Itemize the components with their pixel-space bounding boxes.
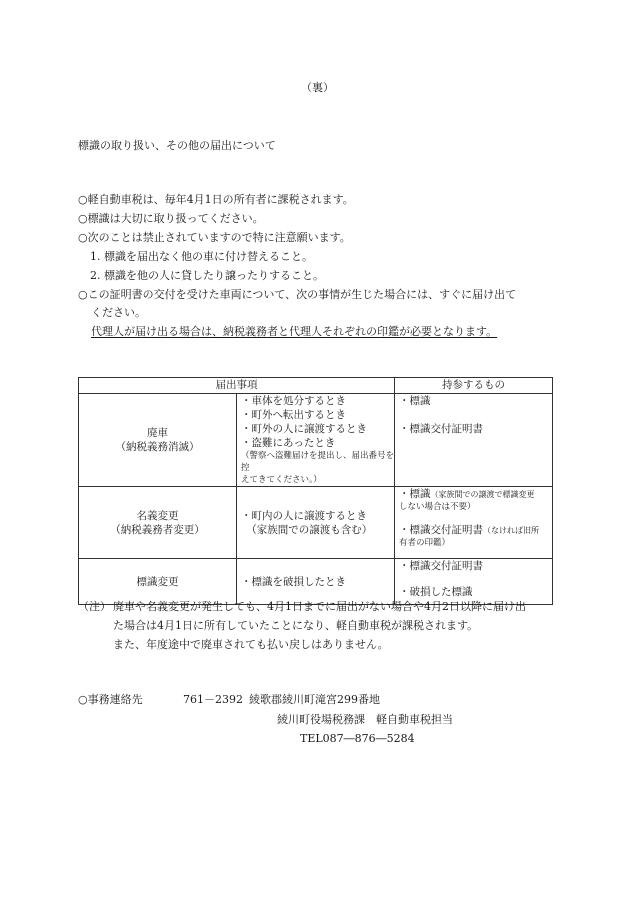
category-sub: （納税義務消滅） [115,441,200,453]
bring-cell [395,487,553,559]
case-item: ・車体を処分するとき [241,395,346,407]
footnote-label: （注） [78,600,111,613]
header-items: 届出事項 [79,378,395,394]
table-row [79,487,553,559]
category-sub: （納税義務者変更） [110,523,205,536]
prohibited-item-2: 2. 標識を他の人に貸したり譲ったりすること。 [90,269,324,282]
category-cell [79,559,237,605]
bring-note: しない場合は不要） [399,502,476,512]
note-prohibited: ○次のことは禁止されていますので特に注意願います。 [78,231,351,244]
bring-note: 有者の印鑑） [399,538,451,548]
contact-postal: 761－2392 [183,693,243,706]
case-note: （警察へ盗難届けを提出し、届出番号を控 [241,451,395,473]
bring-note: （家族間での譲渡で標識変更 [430,490,535,499]
case-item: （家族間での譲渡も含む） [241,523,373,536]
table-header-row [79,378,553,394]
case-note: えてきてください。） [241,475,322,485]
cases-cell [237,487,395,559]
page-side-label: （裏） [301,81,334,94]
bring-cell [395,394,553,487]
category-label: 名義変更 [136,509,179,522]
category-cell [79,487,237,559]
bring-item: ・標識交付証明書 [399,423,483,435]
bring-item: ・破損した標識 [399,586,473,598]
footnote-line: た場合は4月1日に所有していたことになり、軽自動車税が課税されます。 [113,619,479,632]
contact-department: 綾川町役場税務課 軽自動車税担当 [277,713,453,726]
bring-item: ・標識交付証明書 [399,560,483,572]
case-item: ・町内の人に譲渡するとき [241,509,367,522]
bring-item: ・標識交付証明書 [399,524,483,536]
category-cell [79,394,237,487]
agent-note: 代理人が届け出る場合は、納税義務者と代理人それぞれの印鑑が必要となります。 [91,325,498,338]
case-item: ・標識を破損したとき [241,575,346,588]
cases-cell [237,394,395,487]
contact-label: ○事務連絡先 [78,693,143,706]
table-row [79,394,553,487]
prohibited-item-1: 1. 標識を届出なく他の車に付け替えること。 [90,250,313,263]
bring-item: ・標識 [399,395,431,407]
category-label: 廃車 [147,427,168,439]
note-tax: ○軽自動車税は、毎年4月1日の所有者に課税されます。 [78,193,354,206]
footnote-line: また、年度途中で廃車されても払い戻しはありません。 [113,638,389,651]
report-notice-line1: ○この証明書の交付を受けた車両について、次の事情が生じた場合には、すぐに届け出て [78,288,517,301]
note-handle: ○標識は大切に取り扱ってください。 [78,212,264,225]
bring-item: ・標識 [399,488,431,500]
header-bring: 持参するもの [395,378,553,394]
report-items-table [78,377,553,605]
table-row [79,559,553,605]
contact-address: 綾歌郡綾川町滝宮299番地 [249,693,380,706]
case-item: ・町外へ転出するとき [241,409,346,421]
footnote-line: 廃車や名義変更が発生しても、4月1日までに届出がない場合や4月2日以降に届け出 [113,600,526,613]
bring-cell [395,559,553,605]
case-item: ・町外の人に譲渡するとき [241,423,367,435]
contact-tel: TEL087―876―5284 [300,732,415,745]
category-label: 標識変更 [136,575,179,588]
report-notice-line2: ください。 [91,306,146,319]
cases-cell [237,559,395,605]
bring-note: （なければ旧所 [483,526,539,535]
case-item: ・盗難にあったとき [241,437,336,449]
page-title: 標識の取り扱い、その他の届出について [78,139,276,152]
